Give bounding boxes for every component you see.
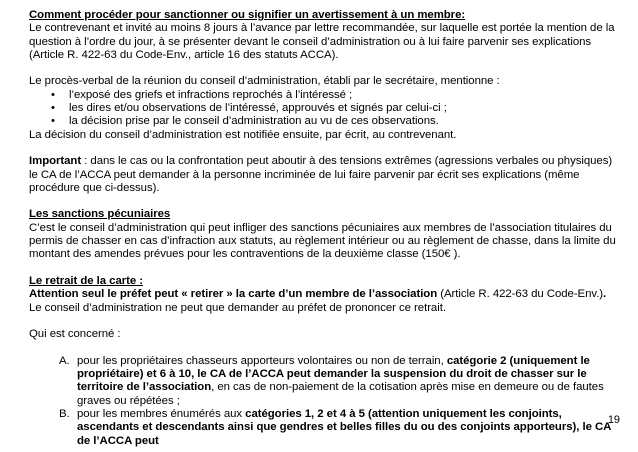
important-label: Important	[29, 155, 82, 168]
page-number: 19	[607, 414, 620, 426]
list-marker: B.	[59, 407, 70, 420]
spacer	[29, 262, 621, 275]
spacer	[29, 142, 621, 155]
procedure-intro: Le contrevenant et invité au moins 8 jours à l’avance par lettre recommandée, sur laquelle est portée la mention de la question à l’ordre du jour, à se présenter devant le conseil d’administration ou à lui faire parvenir ses explications (Article R. 422-63 du Code-Env., article 16 des statuts ACCA).	[29, 22, 615, 61]
bullet-item: • la décision prise par le conseil d’administration au vu de ces observations.	[51, 115, 621, 128]
card-withdrawal-text	[29, 288, 621, 315]
notification-text: La décision du conseil d’administration est notifiée ensuite, par écrit, au contrevenant.	[29, 128, 457, 141]
prefect-warning: Attention seul le préfet peut « retirer » la carte d’un membre de l’association	[29, 288, 438, 301]
minutes-bullet-list	[29, 89, 621, 129]
item-bold-text: catégories 1, 2 et 4 à 5 (attention uniquement les conjoints, ascendants et descendants ainsi que gendres et belles filles du ou des conjoints apporteurs), le CA de l’ACCA peut	[77, 407, 611, 447]
important-text: : dans le cas ou la confrontation peut aboutir à des tensions extrêmes (agressions verbales ou physiques) le CA de l’ACCA peut demander à la personne incriminée de lui faire parvenir par écrit ses explications (même procédure que ci-dessus).	[29, 155, 613, 194]
card-withdrawal-heading: Le retrait de la carte :	[29, 274, 144, 287]
item-bold-text: catégorie 2 (uniquement le propriétaire) et 6 à 10, le CA de l’ACCA peut demander la suspension du droit de chasser sur le territoire de l’association	[77, 354, 590, 394]
list-marker: A.	[59, 354, 70, 367]
important-paragraph	[29, 155, 621, 195]
item-text: pour les membres énumérés aux	[77, 407, 246, 420]
spacer	[29, 341, 621, 354]
pecuniary-heading: Les sanctions pécuniaires	[29, 208, 171, 221]
item-text: , en cas de non-paiement de la cotisation après mise en demeure ou de fautes graves ou répétées ;	[77, 381, 604, 407]
card-withdrawal-tail: Le conseil d’administration ne peut que demander au préfet de prononcer ce retrait.	[29, 301, 446, 314]
spacer	[29, 62, 621, 75]
sentence-dot: .	[603, 288, 607, 301]
spacer	[29, 195, 621, 208]
bullet-item: • les dires et/ou observations de l’intéressé, approuvés et signés par celui-ci ;	[51, 102, 621, 115]
spacer	[29, 315, 621, 328]
article-reference: (Article R. 422-63 du Code-Env.)	[437, 288, 604, 301]
minutes-intro: Le procès-verbal de la réunion du conseil d’administration, établi par le secrétaire, mentionne :	[29, 75, 500, 88]
list-item	[59, 355, 621, 408]
document-page	[29, 9, 621, 448]
concerned-list	[29, 355, 621, 448]
who-question: Qui est concerné :	[29, 328, 121, 341]
procedure-heading: Comment procéder pour sanctionner ou signifier un avertissement à un membre:	[29, 9, 466, 21]
item-text: pour les propriétaires chasseurs apporteurs volontaires ou non de terrain,	[77, 354, 447, 367]
bullet-item: • l’exposé des griefs et infractions reprochés à l’intéressé ;	[51, 89, 621, 102]
list-item	[59, 408, 621, 448]
pecuniary-text: C’est le conseil d’administration qui peut infliger des sanctions pécuniaires aux membres de l’association titulaires du permis de chasser en cas d’infraction aux statuts, au règlement intérieur ou au règlement de chasse, dans la limite du montant des amendes prévues pour les contraventions de la deuxième classe (150€ ).	[29, 221, 616, 261]
